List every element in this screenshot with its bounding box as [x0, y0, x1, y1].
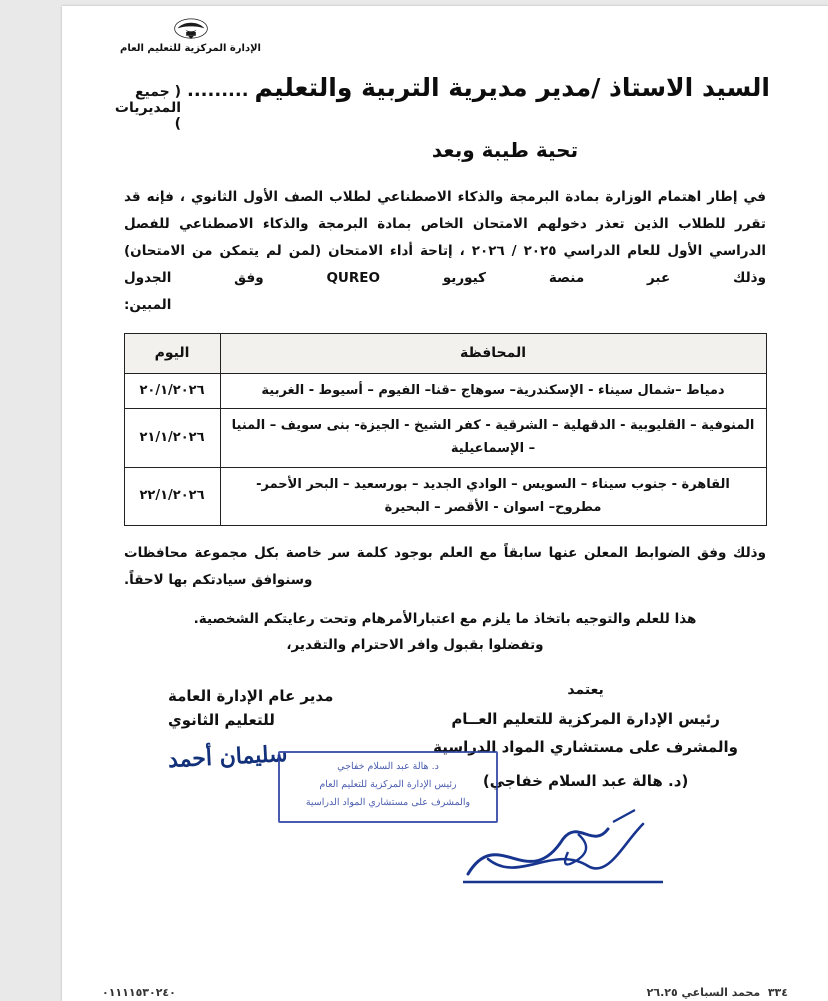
body-paragraph-text: في إطار اهتمام الوزارة بمادة البرمجة والذكاء الاصطناعي لطلاب الصف الأول الثانوي ، فإنه قد تقرر للطلاب الذين تعذر دخولهم الامتحان الخاص بمادة البرمجة والذكاء الاصطناعي للفصل الدراسي الأول للعام الدراسي ٢٠٢٥ / ٢٠٢٦ ، إتاحة أداء الامتحان (لمن لم يتمكن من الامتحان) وذلك عبر منصة كيوريو QUREO وفق الجدول	[124, 189, 766, 286]
title-dots: .........	[187, 80, 249, 101]
cell-governorates: دمياط –شمال سيناء - الإسكندرية– سوهاج –قنا– الفيوم – أسيوط - الغربية	[220, 373, 766, 409]
stamp-line-2: رئيس الإدارة المركزية للتعليم العام	[319, 779, 457, 791]
closing-note	[124, 607, 766, 658]
letterhead-org-line: الإدارة المركزية للتعليم العام	[120, 43, 261, 54]
stamp-line-3: والمشرف على مستشاري المواد الدراسية	[305, 797, 471, 809]
conditions-line-2: وسنوافق سيادتكم بها لاحقاً.	[124, 571, 313, 588]
table-row	[124, 373, 766, 409]
greeting-line: تحية طيبة وبعد	[431, 138, 579, 162]
cell-day: ٢٢/١/٢٠٢٦	[124, 467, 220, 526]
all-directorates-label: ( جميع المديريات )	[114, 84, 181, 132]
cell-governorates: المنوفية – القليوبية - الدقهلية – الشرقية - كفر الشيخ - الجيزة- بنى سويف – المنيا – الإسماعيلية	[220, 409, 766, 468]
addressee-row	[114, 73, 770, 132]
approved-label: يعتمد	[567, 682, 604, 698]
letterhead	[90, 6, 800, 55]
table-header-row	[124, 334, 766, 374]
eagle-emblem-icon	[162, 16, 220, 42]
approver-title-line-2: والمشرف على مستشاري المواد الدراسية	[433, 737, 738, 756]
conditions-paragraph	[124, 540, 766, 593]
footer-reference: ٣٣٤ محمد السباعي ٢٦.٢٥	[646, 986, 788, 999]
official-stamp	[278, 751, 498, 823]
table-row	[124, 409, 766, 468]
closing-note-line-1: هذا للعلم والتوجيه باتخاذ ما يلزم مع اعتبارالأمرهام وتحت رعايتكم الشخصية.	[193, 610, 697, 627]
cell-governorates: القاهرة - جنوب سيناء – السويس – الوادي الجديد – بورسعيد – البحر الأحمر- مطروح– اسوان - الأقصر – البحيرة	[220, 467, 766, 526]
director-general-handwritten-signature: سليمان أحمد	[167, 741, 289, 774]
cell-day: ٢٠/١/٢٠٢٦	[124, 373, 220, 409]
approver-name: (د. هالة عبد السلام خفاجي)	[482, 771, 689, 790]
closing-note-line-2: وتفضلوا بقبول وافر الاحترام والتقدير،	[286, 636, 544, 653]
schedule-table	[124, 333, 767, 526]
header-day: اليوم	[124, 334, 220, 374]
director-general-title-line-2: للتعليم الثانوي	[168, 711, 275, 730]
director-general-title-line-1: مدير عام الإدارة العامة	[168, 687, 334, 706]
footer-phone: ٠١١١١٥٣٠٢٤٠	[102, 986, 176, 999]
approver-title-line-1: رئيس الإدارة المركزية للتعليم العــام	[451, 710, 720, 728]
ministry-emblem-block	[120, 16, 261, 54]
page-footer	[62, 986, 828, 999]
addressee-title: السيد الاستاذ /مدير مديرية التربية والتعليم	[254, 73, 770, 102]
body-paragraph	[124, 184, 766, 319]
stamp-line-1: د. هالة عبد السلام خفاجي	[337, 761, 439, 772]
cell-day: ٢١/١/٢٠٢٦	[124, 409, 220, 468]
header-governorate: المحافظة	[220, 334, 766, 374]
body-paragraph-tail: المبين:	[124, 297, 172, 313]
table-row	[124, 467, 766, 526]
document-page	[62, 6, 828, 1001]
conditions-line-1: وذلك وفق الضوابط المعلن عنها سابقاً مع العلم بوجود كلمة سر خاصة بكل مجموعة محافظات	[124, 545, 766, 562]
